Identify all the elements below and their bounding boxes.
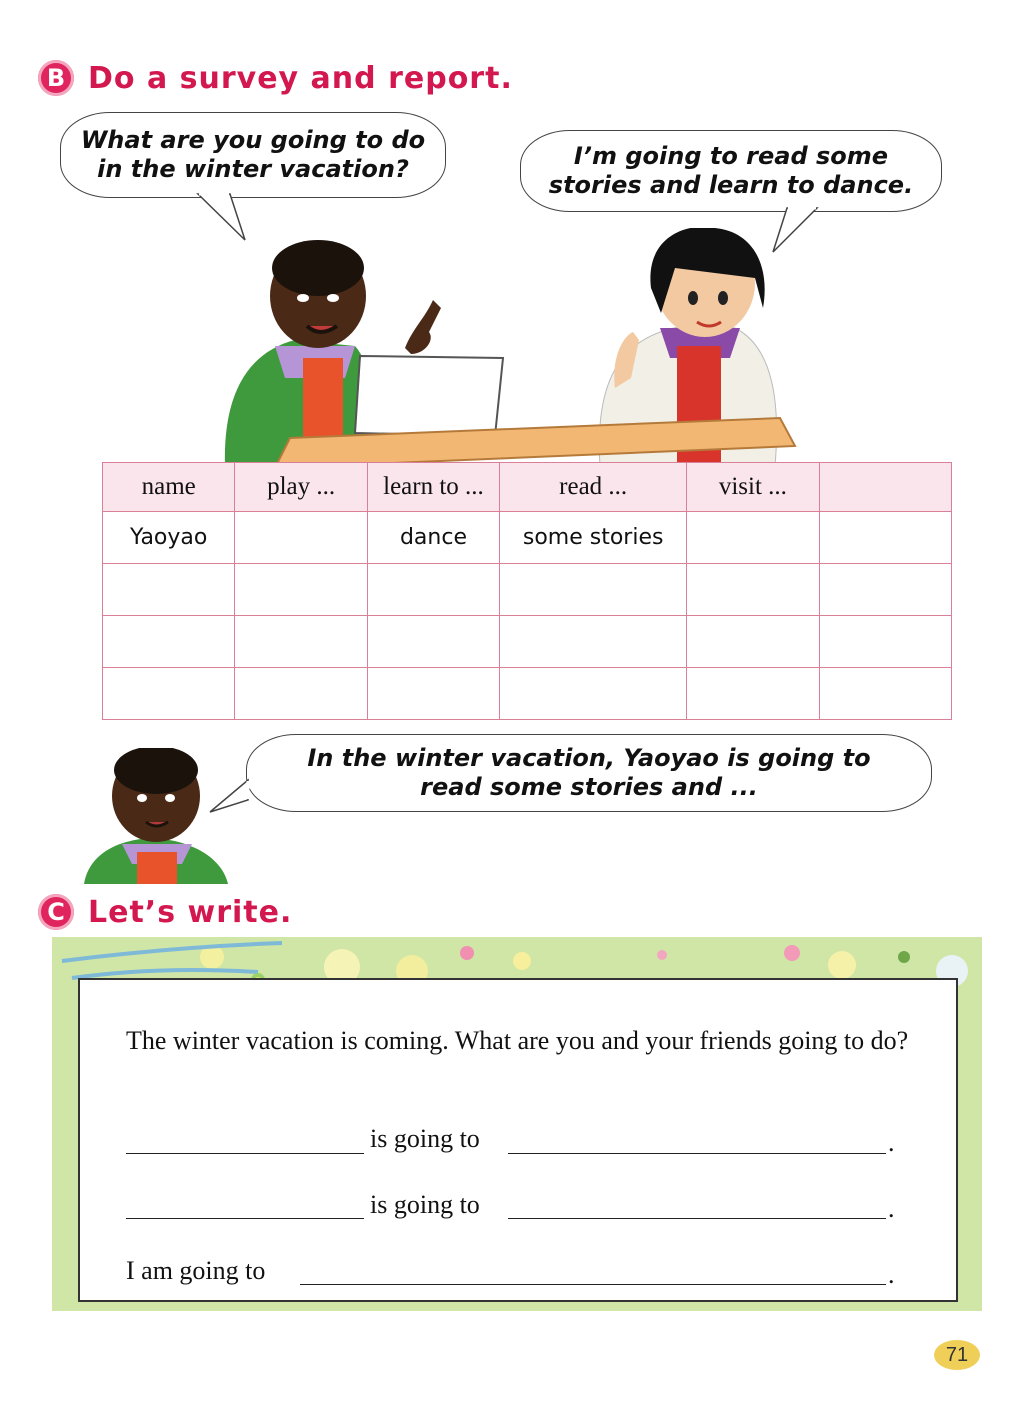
table-cell [500, 668, 687, 720]
table-cell [687, 564, 819, 616]
girl-answer-bubble [520, 130, 942, 212]
boy-hand [405, 300, 441, 354]
table-cell [819, 616, 951, 668]
page-number: 71 [934, 1340, 980, 1370]
blank-activity-1[interactable] [508, 1153, 886, 1154]
line-3-period: . [888, 1260, 895, 1289]
table-cell: some stories [500, 512, 687, 564]
survey-paper [355, 356, 503, 436]
boy-question-line-1: What are you going to do [80, 126, 426, 154]
boy-question-line-2: in the winter vacation? [97, 155, 409, 183]
table-cell [819, 564, 951, 616]
blank-activity-3[interactable] [300, 1284, 886, 1285]
section-b-badge: B [38, 60, 74, 96]
girl-answer-line-2: stories and learn to dance. [548, 171, 914, 199]
table-cell [687, 512, 819, 564]
table-row [103, 564, 952, 616]
survey-illustration [215, 228, 805, 468]
header-visit: visit ... [687, 463, 819, 512]
header-blank [819, 463, 951, 512]
blank-name-1[interactable] [126, 1153, 364, 1154]
line-2-text: is going to [370, 1190, 480, 1219]
header-name: name [103, 463, 235, 512]
table-cell [235, 512, 367, 564]
section-c-badge: C [38, 894, 74, 930]
table-cell [235, 668, 367, 720]
line-1-text: is going to [370, 1124, 480, 1153]
table-cell [500, 616, 687, 668]
section-b-heading [38, 60, 513, 96]
table-cell [103, 668, 235, 720]
table-cell [819, 668, 951, 720]
blank-activity-2[interactable] [508, 1218, 886, 1219]
line-3-text: I am going to [126, 1256, 266, 1285]
blank-name-2[interactable] [126, 1218, 364, 1219]
survey-table [102, 462, 952, 720]
boy-question-bubble [60, 112, 446, 198]
table-cell [367, 564, 499, 616]
table-cell: dance [367, 512, 499, 564]
boy-report-line-1: In the winter vacation, Yaoyao is going to [307, 744, 871, 772]
girl-answer-line-1: I’m going to read some [573, 142, 889, 170]
table-cell [367, 616, 499, 668]
table-cell [367, 668, 499, 720]
section-c-title: Let’s write. [88, 894, 293, 930]
table-cell [103, 564, 235, 616]
table-cell [687, 616, 819, 668]
table-cell [687, 668, 819, 720]
line-1-period: . [888, 1128, 895, 1157]
writing-prompt: The winter vacation is coming. What are you and your friends going to do? [126, 1026, 909, 1055]
table-cell [103, 616, 235, 668]
table-cell [819, 512, 951, 564]
table-cell [235, 616, 367, 668]
table-header-row [103, 463, 952, 512]
header-learn: learn to ... [367, 463, 499, 512]
table-row [103, 668, 952, 720]
table-cell: Yaoyao [103, 512, 235, 564]
section-c-heading [38, 894, 292, 930]
header-play: play ... [235, 463, 367, 512]
header-read: read ... [500, 463, 687, 512]
table-row [103, 616, 952, 668]
table-row [103, 512, 952, 564]
section-b-title: Do a survey and report. [88, 60, 513, 96]
boy-report-tail [206, 778, 256, 818]
table-cell [235, 564, 367, 616]
boy-report-bubble [246, 734, 932, 812]
boy-report-line-2: read some stories and ... [420, 773, 758, 801]
line-2-period: . [888, 1194, 895, 1223]
table-cell [500, 564, 687, 616]
